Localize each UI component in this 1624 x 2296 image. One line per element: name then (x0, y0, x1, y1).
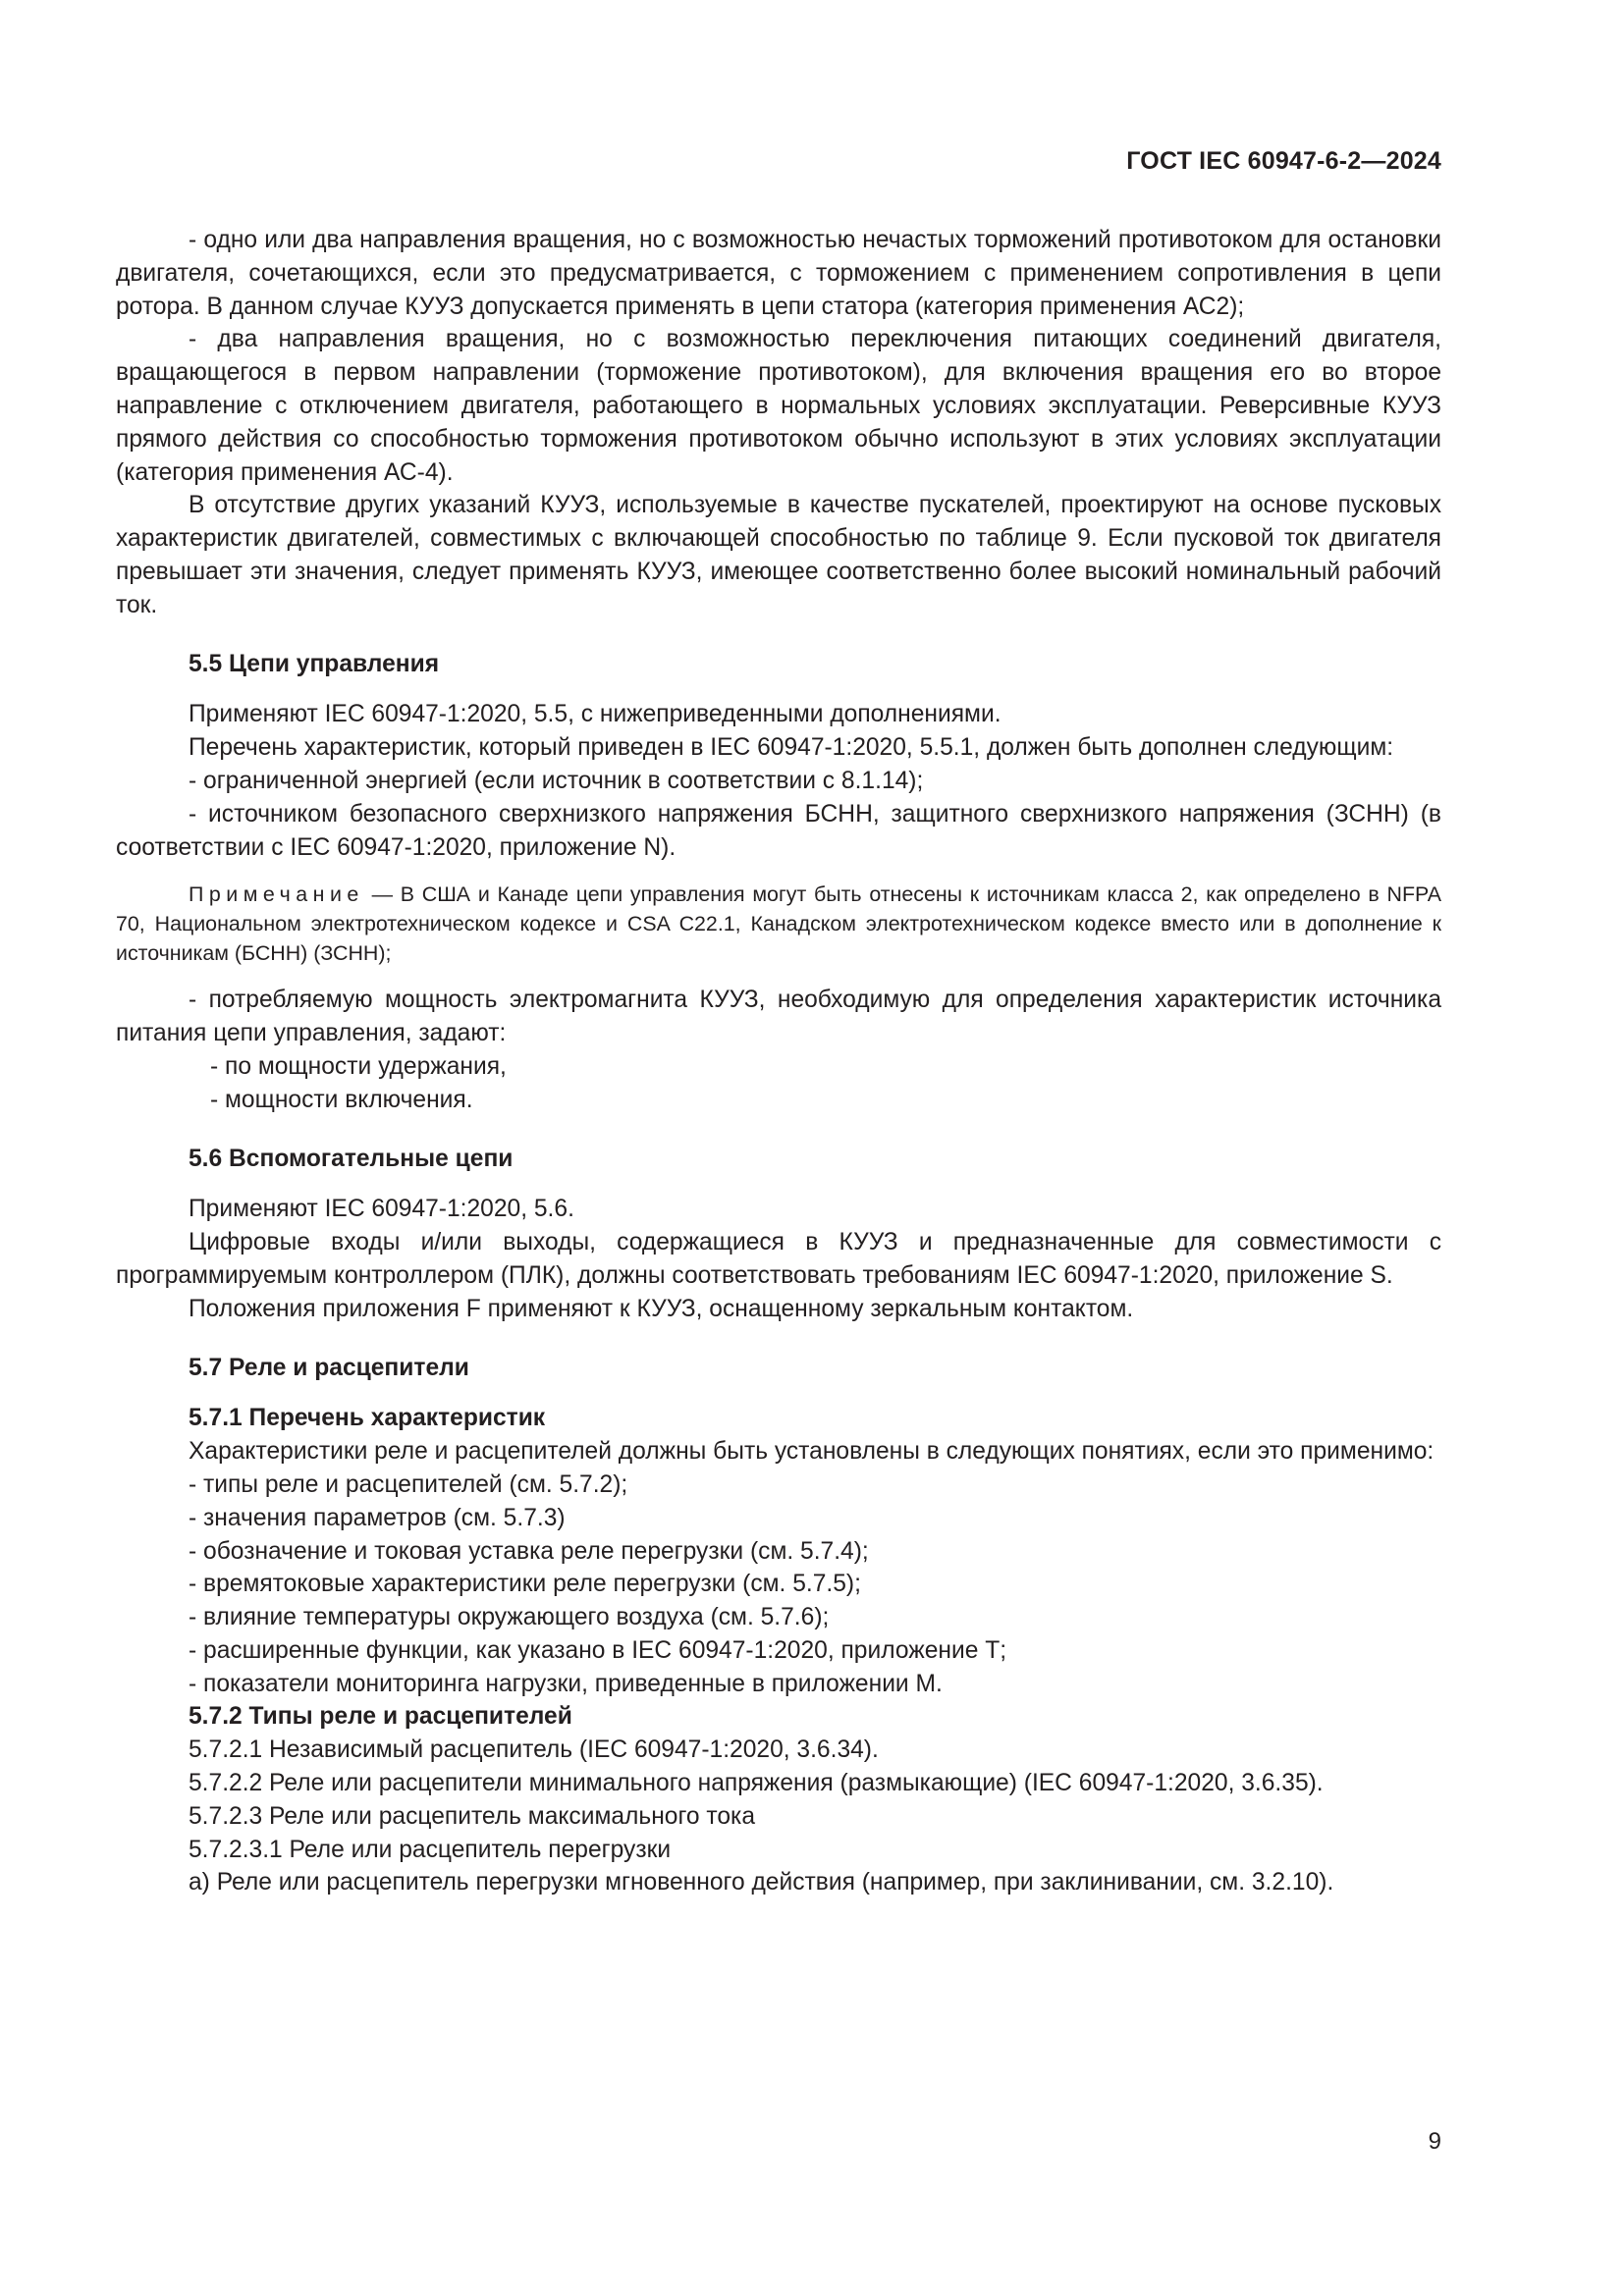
s56-paragraph-3: Положения приложения F применяют к КУУЗ, оснащенному зеркальным контактом. (189, 1295, 1134, 1322)
s55-paragraph-2: Перечень характеристик, который приведен в IEC 60947-1:2020, 5.5.1, должен быть дополнен следующим: (189, 734, 1394, 762)
s572-item-3: 5.7.2.3 Реле или расцепитель максимального тока (189, 1802, 756, 1830)
s571-list-item-5: - влияние температуры окружающего воздуха (см. 5.7.6); (189, 1604, 830, 1631)
intro-paragraph-2: - два направления вращения, но с возможностью переключения питающих соединений двигателя, вращающегося в первом направлении (торможение противотоком), для включения вращения его во второе направление с отключением двигателя, работающего в нормальных условиях эксплуатации. Реверсивные КУУЗ прямого действия со способностью торможения противотоком обычно используют в этих условиях эксплуатации (категория применения АС-4). (116, 326, 1441, 486)
s571-list-item-6: - расширенные функции, как указано в IEC 60947-1:2020, приложение Т; (189, 1636, 1007, 1664)
s55-sublist-item-1: - по мощности удержания, (210, 1052, 507, 1080)
s55-paragraph-1: Применяют IEC 60947-1:2020, 5.5, с нижеприведенными дополнениями. (189, 701, 1001, 728)
section-5-6-heading: 5.6 Вспомогательные цепи (189, 1145, 514, 1172)
page-content (116, 224, 1441, 1899)
section-5-7-2-heading: 5.7.2 Типы реле и расцепителей (189, 1703, 572, 1731)
intro-paragraph-3: В отсутствие других указаний КУУЗ, используемые в качестве пускателей, проектируют на основе пусковых характеристик двигателей, совместимых с включающей способностью по таблице 9. Если пусковой ток двигателя превышает эти значения, следует применять КУУЗ, имеющее соответственно более высокий номинальный рабочий ток. (116, 492, 1441, 618)
s55-note (116, 880, 1441, 968)
s55-list-item-1: - ограниченной энергией (если источник в соответствии с 8.1.14); (189, 767, 924, 794)
s571-list-item-3: - обозначение и токовая уставка реле перегрузки (см. 5.7.4); (189, 1537, 869, 1565)
note-label: Примечание (189, 882, 364, 907)
section-5-7-1-heading: 5.7.1 Перечень характеристик (189, 1405, 546, 1432)
s55-sublist-item-2: - мощности включения. (210, 1086, 473, 1113)
s56-paragraph-1: Применяют IEC 60947-1:2020, 5.6. (189, 1196, 574, 1223)
s572-item-4: 5.7.2.3.1 Реле или расцепитель перегрузки (189, 1836, 672, 1863)
s571-list-item-1: - типы реле и расцепителей (см. 5.7.2); (189, 1470, 628, 1498)
s572-item-2: 5.7.2.2 Реле или расцепители минимального напряжения (размыкающие) (IEC 60947-1:2020, 3.6.35). (189, 1770, 1324, 1797)
note-text: — В США и Канаде цепи управления могут быть отнесены к источникам класса 2, как определено в NFPA 70, Национальном электротехническом кодексе и CSA C22.1, Канадском электротехническом кодексе вместо или в дополнение к источникам (БСНН) (ЗСНН); (116, 882, 1441, 966)
s56-paragraph-2: Цифровые входы и/или выходы, содержащиеся в КУУЗ и предназначенные для совместимости с программируемым контроллером (ПЛК), должны соответствовать требованиям IEC 60947-1:2020, приложение S. (116, 1229, 1441, 1289)
section-5-7-heading: 5.7 Реле и расцепители (189, 1354, 469, 1381)
document-page (116, 0, 1441, 2296)
s571-list-item-7: - показатели мониторинга нагрузки, приведенные в приложении М. (189, 1670, 943, 1697)
intro-paragraph-1: - одно или два направления вращения, но с возможностью нечастых торможений противотоком для остановки двигателя, сочетающихся, если это предусматривается, с торможением с применением сопротивления в цепи ротора. В данном случае КУУЗ допускается применять в цепи статора (категория применения АС2); (116, 227, 1441, 320)
section-5-5-heading: 5.5 Цепи управления (189, 650, 440, 677)
s55-paragraph-3: - потребляемую мощность электромагнита КУУЗ, необходимую для определения характеристик источника питания цепи управления, задают: (116, 987, 1441, 1047)
s571-paragraph: Характеристики реле и расцепителей должны быть установлены в следующих понятиях, если это применимо: (189, 1438, 1435, 1466)
s571-list-item-4: - времятоковые характеристики реле перегрузки (см. 5.7.5); (189, 1571, 861, 1598)
s572-item-5: a) Реле или расцепитель перегрузки мгновенного действия (например, при заклинивании, см. 3.2.10). (189, 1869, 1334, 1896)
s572-item-1: 5.7.2.1 Независимый расцепитель (IEC 60947-1:2020, 3.6.34). (189, 1736, 879, 1764)
page-number: 9 (1428, 2128, 1441, 2155)
s55-list-item-2: - источником безопасного сверхнизкого напряжения БСНН, защитного сверхнизкого напряжения (ЗСНН) (в соответствии с IEC 60947-1:2020, приложение N). (116, 800, 1441, 861)
standard-header: ГОСТ IEC 60947-6-2—2024 (1126, 147, 1441, 175)
s571-list-item-2: - значения параметров (см. 5.7.3) (189, 1504, 566, 1531)
